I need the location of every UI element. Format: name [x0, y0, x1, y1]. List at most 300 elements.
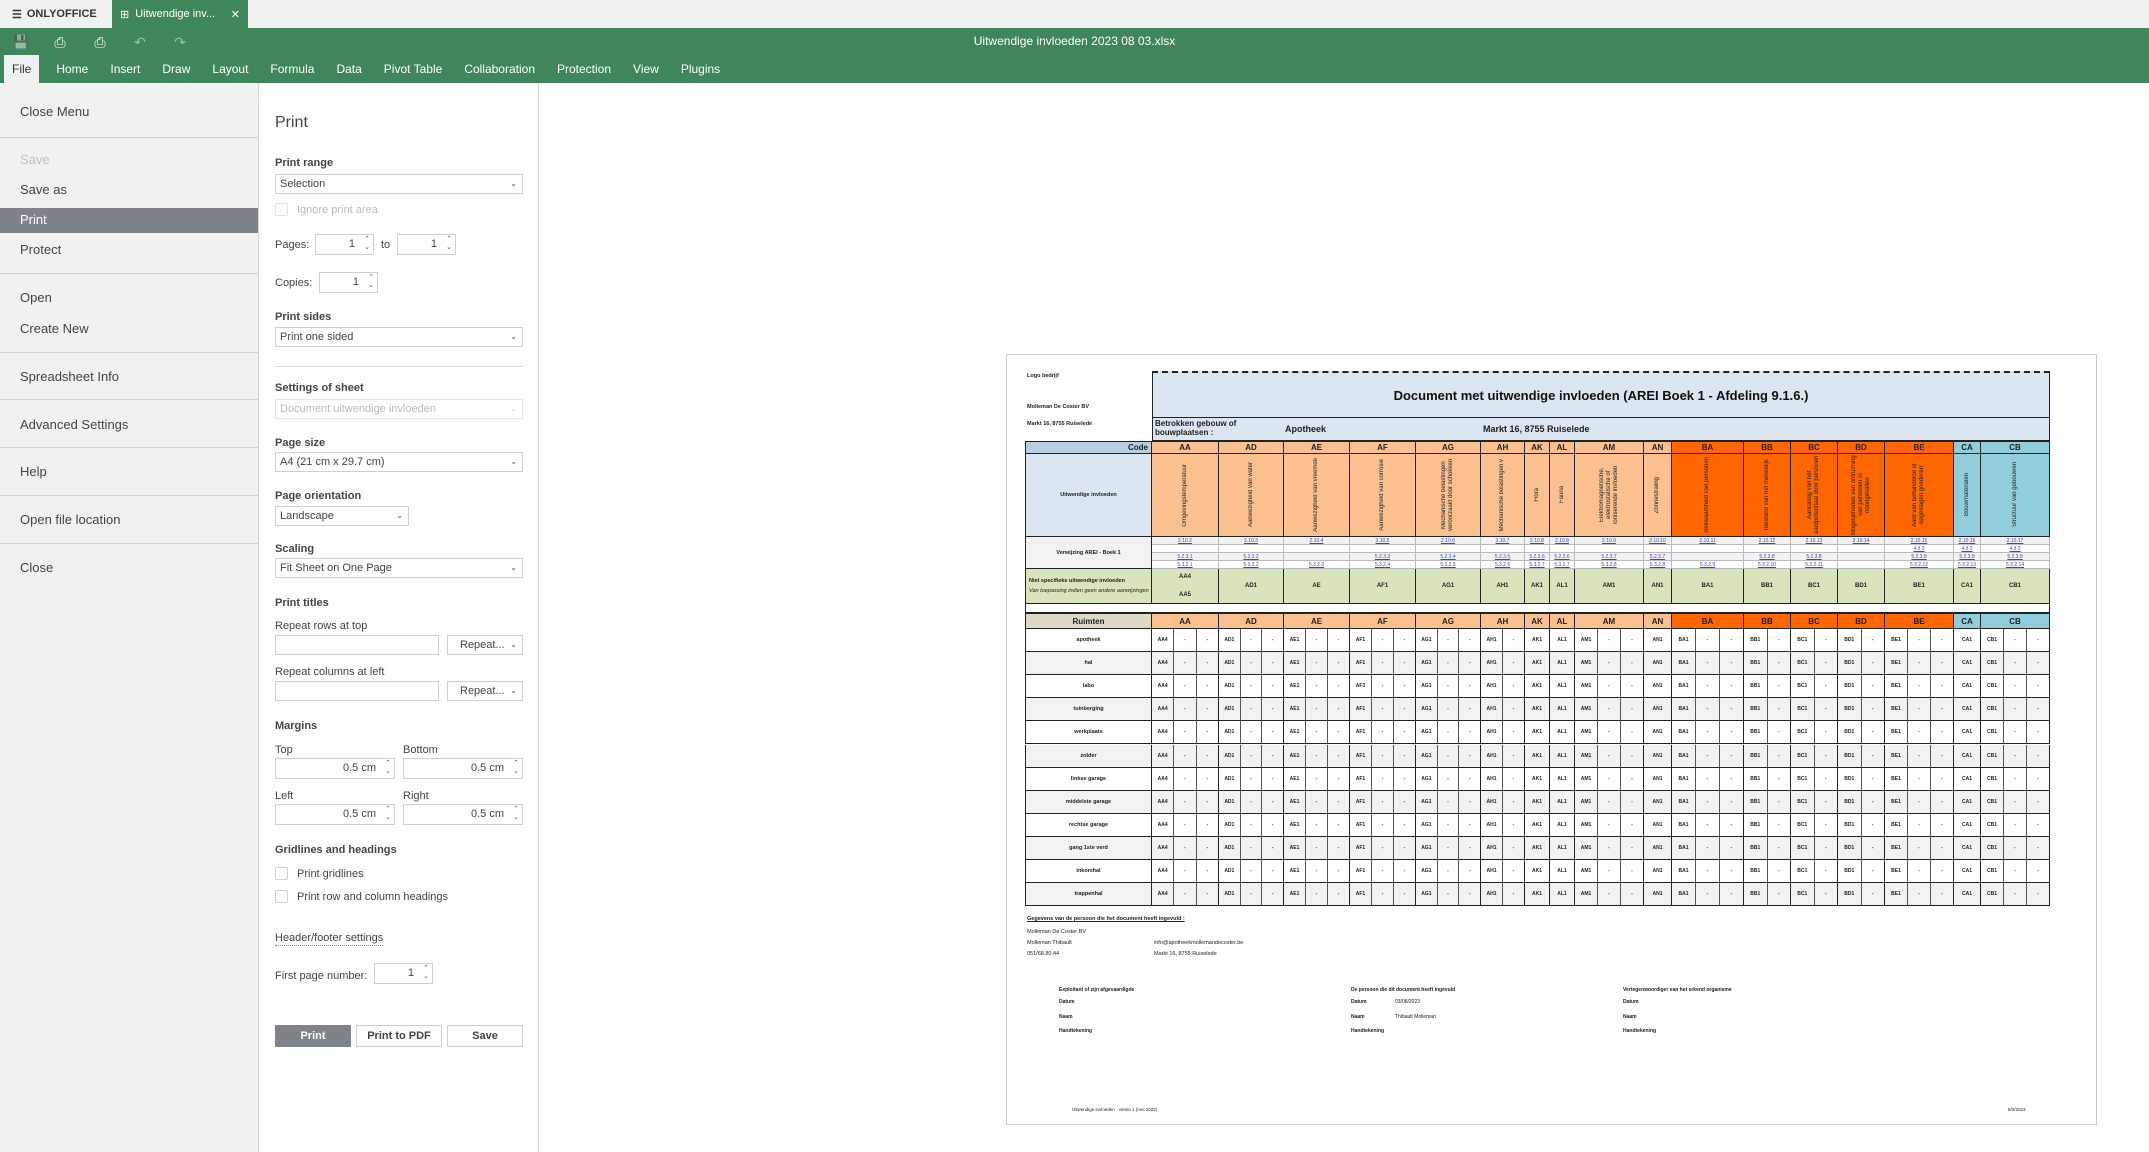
- column-description-text: Structuur van gebouwen: [2011, 462, 2018, 528]
- room-value-cell: AH1: [1481, 629, 1503, 652]
- room-value-cell: -: [1931, 721, 1954, 744]
- room-value-cell: -: [1598, 837, 1621, 860]
- room-value-cell: BB1: [1744, 768, 1768, 791]
- room-value-cell: AH1: [1481, 652, 1503, 675]
- room-value-cell: CA1: [1954, 629, 1981, 652]
- room-value-cell: -: [1306, 837, 1328, 860]
- reference-cell: [1219, 553, 1284, 561]
- room-value-cell: -: [1328, 883, 1350, 906]
- room-value-cell: -: [1174, 629, 1196, 652]
- spinner-icon[interactable]: ⌃ ⌄: [368, 274, 374, 289]
- signature-handtekening-label: Handtekening: [1059, 1028, 1093, 1034]
- layers-icon: ☰: [12, 8, 22, 21]
- room-value-cell: AL1: [1550, 721, 1575, 744]
- room-value-cell: -: [1621, 837, 1644, 860]
- niet-specifiek-cell: AN1: [1644, 569, 1672, 604]
- spinner-icon[interactable]: ⌃ ⌄: [385, 806, 391, 821]
- room-value-cell: AM1: [1575, 837, 1598, 860]
- print-icon[interactable]: ⎙: [54, 34, 66, 50]
- reference-cell-text: 4.3.3: [1961, 545, 1973, 552]
- room-value-cell: -: [1328, 814, 1350, 837]
- room-value-cell: -: [1621, 675, 1644, 698]
- room-value-cell: -: [1815, 768, 1839, 791]
- room-value-cell: -: [1262, 652, 1284, 675]
- margin-right-label: Right: [403, 790, 429, 802]
- room-value-cell: -: [1696, 675, 1720, 698]
- room-value-cell: -: [2027, 721, 2050, 744]
- niet-specifiek-cell: BE1: [1885, 569, 1954, 604]
- room-value-cell: -: [1815, 629, 1839, 652]
- room-value-cell: AD1: [1219, 860, 1241, 883]
- room-value-cell: -: [1931, 698, 1954, 721]
- margin-top-input[interactable]: [275, 758, 395, 779]
- menu-close-menu[interactable]: Close Menu: [20, 104, 90, 119]
- room-value-cell: AD1: [1219, 745, 1241, 768]
- room-value-cell: -: [1372, 860, 1394, 883]
- room-value-cell: BB1: [1744, 883, 1768, 906]
- room-value-cell: AA4: [1152, 745, 1174, 768]
- reference-cell-text: 2.10.11: [1699, 537, 1716, 544]
- reference-cell: [1672, 553, 1744, 561]
- room-value-cell: -: [1241, 814, 1263, 837]
- room-value-cell: -: [1438, 745, 1460, 768]
- room-value-cell: -: [1720, 721, 1744, 744]
- print-sides-label: Print sides: [275, 311, 332, 323]
- room-value-cell: AK1: [1525, 721, 1550, 744]
- menu-help[interactable]: Help: [20, 464, 47, 479]
- tab-data[interactable]: Data: [336, 62, 362, 76]
- room-name: werkplaats: [1025, 721, 1152, 744]
- room-value-cell: CA1: [1954, 814, 1981, 837]
- reference-cell-text: 2.10.4: [1309, 537, 1324, 544]
- room-value-cell: -: [1394, 814, 1416, 837]
- column-description: [1954, 454, 1981, 537]
- room-value-cell: AG1: [1416, 698, 1438, 721]
- reference-cell: [1885, 537, 1954, 545]
- repeat-rows-input[interactable]: [275, 635, 439, 655]
- room-value-cell: -: [1621, 860, 1644, 883]
- room-value-cell: AF1: [1350, 791, 1372, 814]
- room-value-cell: AD1: [1219, 814, 1241, 837]
- margin-bottom-label: Bottom: [403, 744, 438, 756]
- column-description-text: Aanwezigheid van water: [1247, 462, 1254, 528]
- spinner-icon[interactable]: ⌃ ⌄: [385, 760, 391, 775]
- tab-pivot-table[interactable]: Pivot Table: [383, 62, 443, 76]
- room-value-cell: BA1: [1672, 883, 1696, 906]
- room-value-cell: AA4: [1152, 698, 1174, 721]
- save-button[interactable]: Save: [447, 1025, 523, 1047]
- margin-left-input[interactable]: [275, 804, 395, 825]
- menu-advanced-settings[interactable]: Advanced Settings: [20, 417, 129, 432]
- quick-print-icon[interactable]: ⎙: [94, 34, 106, 50]
- room-value-cell: AH1: [1481, 768, 1503, 791]
- reference-cell: [1350, 561, 1416, 569]
- room-value-cell: -: [1174, 721, 1196, 744]
- column-code: AH: [1481, 441, 1525, 454]
- filler-phone: 051/68.80.44: [1027, 951, 1060, 957]
- spinner-icon[interactable]: ⌃ ⌄: [423, 965, 429, 980]
- room-value-cell: AF1: [1350, 721, 1372, 744]
- room-value-cell: -: [1197, 745, 1219, 768]
- room-value-cell: -: [1459, 860, 1481, 883]
- spinner-icon[interactable]: ⌃ ⌄: [513, 760, 519, 775]
- reference-cell-text: 2.10.14: [1852, 537, 1870, 544]
- room-value-cell: -: [1598, 675, 1621, 698]
- tab-home[interactable]: Home: [56, 62, 89, 76]
- room-value-cell: BD1: [1838, 883, 1862, 906]
- document-tab[interactable]: [112, 0, 248, 28]
- redo-icon[interactable]: ↷: [174, 34, 186, 50]
- reference-cell-text: 5.2.3.7: [1649, 553, 1666, 560]
- room-value-cell: BD1: [1838, 675, 1862, 698]
- tab-draw[interactable]: Draw: [162, 62, 191, 76]
- tab-protection[interactable]: Protection: [557, 62, 612, 76]
- room-value-cell: -: [1768, 629, 1792, 652]
- column-description: [1672, 454, 1744, 537]
- room-value-cell: -: [1908, 675, 1931, 698]
- print-headings-checkbox[interactable]: [275, 890, 288, 903]
- tab-plugins[interactable]: Plugins: [680, 62, 721, 76]
- room-value-cell: -: [1908, 629, 1931, 652]
- margin-bottom-input[interactable]: [403, 758, 523, 779]
- rooms-label: Ruimten: [1025, 613, 1152, 629]
- save-icon[interactable]: 💾: [12, 34, 30, 50]
- tab-formula[interactable]: Formula: [270, 62, 315, 76]
- tab-view[interactable]: View: [633, 62, 659, 76]
- margin-right-input[interactable]: [403, 804, 523, 825]
- print-sides-value: Print one sided: [280, 331, 354, 343]
- room-value-cell: AA4: [1152, 814, 1174, 837]
- reference-cell-text: 5.2.3.6: [1554, 553, 1570, 560]
- print-settings-panel: [259, 83, 539, 1152]
- room-value-cell: CB1: [1981, 791, 2004, 814]
- room-value-cell: AF1: [1350, 652, 1372, 675]
- room-value-cell: AF1: [1350, 860, 1372, 883]
- tab-layout[interactable]: Layout: [212, 62, 249, 76]
- page-size-select[interactable]: [275, 452, 523, 472]
- room-value-cell: -: [2004, 768, 2027, 791]
- room-value-cell: -: [1197, 721, 1219, 744]
- room-value-cell: BE1: [1885, 652, 1908, 675]
- room-value-cell: -: [1197, 814, 1219, 837]
- onlyoffice-logo[interactable]: ☰ ONLYOFFICE: [12, 8, 97, 21]
- room-value-cell: -: [1503, 675, 1525, 698]
- room-value-cell: -: [1394, 837, 1416, 860]
- signature-title: Vertegenwoordiger van het erkend organisme: [1623, 987, 1732, 993]
- chevron-down-icon: ⌄: [510, 457, 517, 466]
- room-name: zolder: [1025, 745, 1152, 768]
- first-page-number-input[interactable]: [374, 963, 433, 984]
- room-value-cell: AG1: [1416, 883, 1438, 906]
- reference-cell-text: 2.10.3: [1244, 537, 1258, 544]
- divider: [0, 352, 258, 353]
- rooms-column-code: BA: [1672, 613, 1744, 629]
- spreadsheet-icon: ⊞: [120, 8, 130, 21]
- divider: [0, 273, 258, 274]
- room-value-cell: -: [1174, 768, 1196, 791]
- room-value-cell: -: [1768, 791, 1792, 814]
- room-value-cell: BE1: [1885, 860, 1908, 883]
- filler-heading: Gegevens van de persoon die het document heeft ingevuld :: [1027, 916, 1185, 922]
- room-value-cell: -: [1197, 629, 1219, 652]
- print-button[interactable]: Print: [275, 1025, 351, 1047]
- reference-cell-text: 5.3.2.4: [1374, 561, 1391, 568]
- room-value-cell: AN1: [1644, 652, 1672, 675]
- room-value-cell: AH1: [1481, 675, 1503, 698]
- tab-bar: [0, 0, 2149, 28]
- print-range-select[interactable]: [275, 174, 523, 194]
- room-value-cell: AF3: [1350, 675, 1372, 698]
- page-orientation-value: Landscape: [280, 510, 334, 522]
- room-value-cell: -: [1720, 814, 1744, 837]
- divider: [0, 543, 258, 544]
- room-name: linkse garage: [1025, 768, 1152, 791]
- room-value-cell: AE1: [1284, 745, 1306, 768]
- reference-cell-text: 5.3.2.3: [1308, 561, 1325, 568]
- rooms-column-code: AD: [1219, 613, 1284, 629]
- pages-from-input[interactable]: [315, 234, 374, 255]
- room-value-cell: BB1: [1744, 721, 1768, 744]
- reference-cell: [1152, 561, 1219, 569]
- print-sides-select[interactable]: [275, 327, 523, 347]
- room-value-cell: AH1: [1481, 698, 1503, 721]
- rooms-column-code: CA: [1954, 613, 1981, 629]
- room-value-cell: AK1: [1525, 652, 1550, 675]
- room-value-cell: AD1: [1219, 837, 1241, 860]
- room-value-cell: -: [1768, 860, 1792, 883]
- reference-cell: [1284, 537, 1350, 545]
- room-value-cell: AH1: [1481, 883, 1503, 906]
- room-value-cell: -: [1438, 837, 1460, 860]
- room-value-cell: BB1: [1744, 698, 1768, 721]
- room-value-cell: -: [1197, 768, 1219, 791]
- rooms-column-code: AF: [1350, 613, 1416, 629]
- room-value-cell: -: [2004, 675, 2027, 698]
- reference-cell: [1672, 537, 1744, 545]
- reference-cell: [1954, 537, 1981, 545]
- room-value-cell: -: [1241, 652, 1263, 675]
- room-value-cell: BB1: [1744, 814, 1768, 837]
- room-value-cell: -: [1503, 721, 1525, 744]
- room-value-cell: -: [1598, 652, 1621, 675]
- spinner-icon[interactable]: ⌃ ⌄: [364, 236, 370, 251]
- room-value-cell: -: [1696, 629, 1720, 652]
- room-value-cell: AK1: [1525, 768, 1550, 791]
- room-value-cell: -: [1815, 745, 1839, 768]
- room-value-cell: -: [1306, 768, 1328, 791]
- tab-insert[interactable]: Insert: [110, 62, 141, 76]
- tab-file[interactable]: File: [4, 55, 39, 83]
- building-name: Apotheek: [1285, 424, 1327, 434]
- reference-cell-text: 5.2.3.1: [1177, 553, 1193, 560]
- signature-title: De persoon die dit document heeft ingevuld: [1351, 987, 1456, 993]
- room-value-cell: -: [1328, 675, 1350, 698]
- room-value-cell: AA4: [1152, 629, 1174, 652]
- room-value-cell: AF1: [1350, 837, 1372, 860]
- menu-protect[interactable]: Protect: [20, 242, 62, 257]
- copies-input[interactable]: [319, 272, 378, 293]
- repeat-cols-select[interactable]: [447, 681, 523, 701]
- signature-naam-value: Thibault Molleman: [1395, 1014, 1436, 1020]
- room-value-cell: -: [1503, 629, 1525, 652]
- room-value-cell: AF1: [1350, 629, 1372, 652]
- reference-cell-text: 4.3.3: [1913, 545, 1925, 552]
- room-value-cell: -: [1372, 883, 1394, 906]
- room-value-cell: AD1: [1219, 721, 1241, 744]
- room-value-cell: BC1: [1791, 745, 1815, 768]
- room-value-cell: -: [1621, 698, 1644, 721]
- undo-icon[interactable]: ↶: [134, 34, 146, 50]
- reference-cell-text: 5.3.2.13: [1957, 561, 1977, 568]
- room-value-cell: -: [1328, 860, 1350, 883]
- room-value-cell: -: [1197, 791, 1219, 814]
- room-value-cell: BD1: [1838, 652, 1862, 675]
- room-value-cell: CA1: [1954, 768, 1981, 791]
- column-code: AN: [1644, 441, 1672, 454]
- pages-to-input[interactable]: [397, 234, 456, 255]
- chevron-down-icon: ⌄: [510, 332, 517, 341]
- menu-open[interactable]: Open: [20, 290, 52, 305]
- close-tab-icon[interactable]: ✕: [230, 8, 240, 21]
- room-value-cell: BC1: [1791, 837, 1815, 860]
- room-value-cell: -: [1328, 745, 1350, 768]
- reference-cell: [1550, 545, 1575, 553]
- reference-cell: [1350, 537, 1416, 545]
- reference-cell: [1838, 537, 1885, 545]
- reference-cell-text: 5.2.3.7: [1601, 553, 1617, 560]
- pages-to-value: 1: [430, 238, 437, 250]
- chevron-down-icon: ⌄: [396, 511, 403, 520]
- room-value-cell: BD1: [1838, 860, 1862, 883]
- room-value-cell: BA1: [1672, 675, 1696, 698]
- room-value-cell: BE1: [1885, 698, 1908, 721]
- reference-cell: [1644, 561, 1672, 569]
- reference-cell: [1416, 545, 1481, 553]
- room-value-cell: -: [1306, 698, 1328, 721]
- menu-save-as[interactable]: Save as: [20, 182, 67, 197]
- room-value-cell: -: [1696, 745, 1720, 768]
- room-value-cell: CB1: [1981, 883, 2004, 906]
- room-value-cell: AD1: [1219, 791, 1241, 814]
- reference-cell: [1550, 553, 1575, 561]
- gridlines-label: Gridlines and headings: [275, 844, 397, 856]
- room-value-cell: AK1: [1525, 860, 1550, 883]
- room-value-cell: -: [1908, 721, 1931, 744]
- logo-placeholder: Logo bedrijf: [1027, 373, 1059, 379]
- room-value-cell: -: [1306, 791, 1328, 814]
- menu-spreadsheet-info[interactable]: Spreadsheet Info: [20, 369, 120, 384]
- ignore-print-area-checkbox[interactable]: [275, 203, 288, 216]
- room-value-cell: -: [1372, 652, 1394, 675]
- repeat-cols-input[interactable]: [275, 681, 439, 701]
- menu-open-file-location[interactable]: Open file location: [20, 512, 121, 527]
- room-value-cell: -: [1459, 883, 1481, 906]
- room-value-cell: -: [1815, 860, 1839, 883]
- room-value-cell: AG1: [1416, 675, 1438, 698]
- spinner-icon[interactable]: ⌃ ⌄: [446, 236, 452, 251]
- column-description-text: Aard van behandelde of opgeslagen goederen: [1912, 463, 1925, 527]
- spinner-icon[interactable]: ⌃ ⌄: [513, 806, 519, 821]
- room-value-cell: AM1: [1575, 883, 1598, 906]
- room-value-cell: AL1: [1550, 698, 1575, 721]
- room-value-cell: -: [1262, 745, 1284, 768]
- column-description: [1575, 454, 1644, 537]
- reference-cell-text: 5.2.3.8: [1806, 553, 1822, 560]
- room-value-cell: BE1: [1885, 745, 1908, 768]
- room-value-cell: -: [1503, 837, 1525, 860]
- print-gridlines-label: Print gridlines: [297, 868, 364, 880]
- room-value-cell: BD1: [1838, 721, 1862, 744]
- print-gridlines-checkbox[interactable]: [275, 867, 288, 880]
- room-value-cell: -: [1438, 883, 1460, 906]
- room-value-cell: AK1: [1525, 698, 1550, 721]
- room-value-cell: AF1: [1350, 698, 1372, 721]
- reference-cell-text: 2.10.8: [1555, 537, 1569, 544]
- room-value-cell: AL1: [1550, 745, 1575, 768]
- room-value-cell: -: [2027, 860, 2050, 883]
- menu-create-new[interactable]: Create New: [20, 321, 89, 336]
- room-value-cell: BB1: [1744, 675, 1768, 698]
- menu-print[interactable]: Print: [20, 212, 47, 227]
- reference-cell-text: 2.10.15: [1910, 537, 1928, 544]
- reference-cell: [1744, 553, 1791, 561]
- reference-cell: [1525, 545, 1550, 553]
- room-value-cell: BC1: [1791, 629, 1815, 652]
- room-value-cell: -: [1908, 698, 1931, 721]
- room-value-cell: -: [1862, 860, 1886, 883]
- reference-cell: [1672, 561, 1744, 569]
- room-value-cell: AG1: [1416, 837, 1438, 860]
- scaling-select[interactable]: [275, 558, 523, 578]
- room-value-cell: -: [1696, 721, 1720, 744]
- room-value-cell: BE1: [1885, 883, 1908, 906]
- room-value-cell: BC1: [1791, 768, 1815, 791]
- chevron-down-icon: ⌄: [510, 640, 517, 649]
- room-value-cell: -: [1394, 768, 1416, 791]
- room-value-cell: -: [1306, 629, 1328, 652]
- room-value-cell: AN1: [1644, 883, 1672, 906]
- room-value-cell: -: [1815, 791, 1839, 814]
- reference-cell: [1219, 545, 1284, 553]
- room-value-cell: AM1: [1575, 652, 1598, 675]
- tab-collaboration[interactable]: Collaboration: [464, 62, 535, 76]
- header-footer-settings-link[interactable]: Header/footer settings: [275, 932, 384, 944]
- room-value-cell: -: [1372, 837, 1394, 860]
- room-value-cell: -: [1438, 698, 1460, 721]
- room-value-cell: AK1: [1525, 791, 1550, 814]
- reference-cell: [1525, 561, 1550, 569]
- niet-specifiek-cell: AG1: [1416, 569, 1481, 604]
- page-orientation-select[interactable]: [275, 506, 409, 526]
- room-name: tuinberging: [1025, 698, 1152, 721]
- reference-cell: [1981, 537, 2050, 545]
- menu-close[interactable]: Close: [20, 560, 54, 575]
- room-name: rechtse garage: [1025, 814, 1152, 837]
- room-value-cell: -: [1394, 629, 1416, 652]
- room-value-cell: -: [1768, 721, 1792, 744]
- reference-cell-text: 5.3.2.11: [1805, 561, 1823, 568]
- room-value-cell: AG1: [1416, 629, 1438, 652]
- room-value-cell: -: [1241, 860, 1263, 883]
- repeat-rows-select[interactable]: [447, 635, 523, 655]
- print-to-pdf-button[interactable]: Print to PDF: [356, 1025, 442, 1047]
- room-value-cell: AD1: [1219, 629, 1241, 652]
- room-value-cell: -: [1459, 745, 1481, 768]
- room-value-cell: BA1: [1672, 629, 1696, 652]
- room-name: apotheek: [1025, 629, 1152, 652]
- room-value-cell: -: [1372, 768, 1394, 791]
- reference-cell: [1885, 561, 1954, 569]
